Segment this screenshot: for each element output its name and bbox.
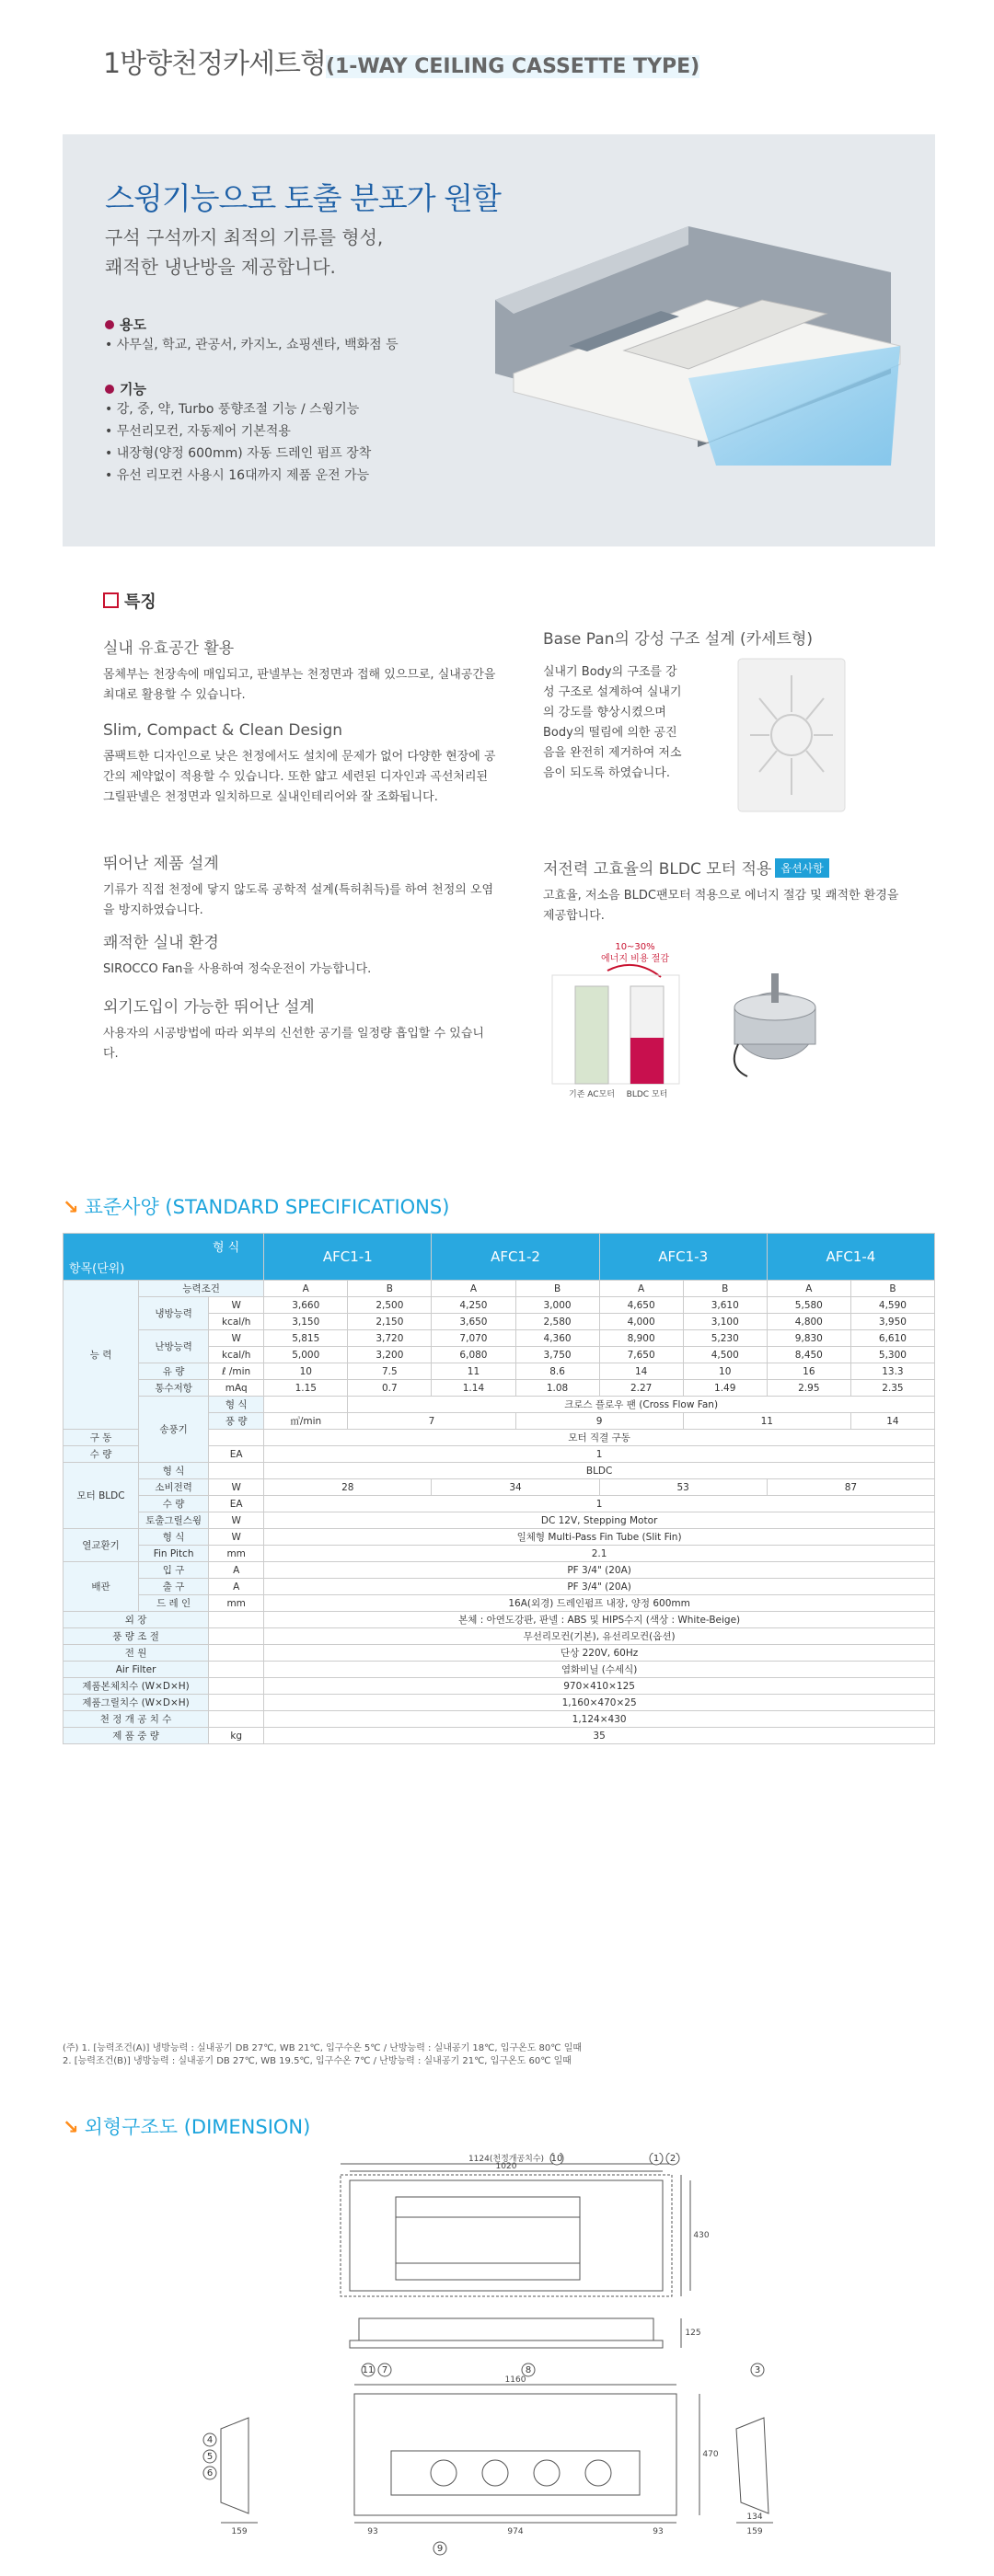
- table-cell: 형 식: [139, 1463, 209, 1479]
- callout-5: [203, 2450, 216, 2463]
- table-cell: kcal/h: [209, 1314, 264, 1330]
- bullet-dot-icon: [105, 385, 114, 394]
- table-cell: 7,070: [432, 1330, 515, 1347]
- svg-text:6: 6: [206, 2468, 214, 2478]
- function-section: [105, 379, 371, 487]
- table-cell: ℓ /min: [209, 1363, 264, 1380]
- table-cell: 6,610: [850, 1330, 934, 1347]
- table-cell: 제 품 중 량: [64, 1728, 209, 1744]
- svg-text:7: 7: [381, 2365, 388, 2375]
- table-cell: EA: [209, 1496, 264, 1512]
- table-cell: 염화비닐 (수세식): [264, 1662, 935, 1678]
- callout-10: [550, 2153, 563, 2165]
- saving-percent: 10~30%: [615, 942, 655, 952]
- spec-table: [63, 1233, 935, 1744]
- base-pan-image: [736, 657, 847, 813]
- note-line: 2. [능력조건(B)] 냉방능력 : 실내공기 DB 27℃, WB 19.5℃, 입구수온 7℃ / 난방능력 : 실내공기 21℃, 입구온도 60℃ 일때: [63, 2056, 572, 2066]
- table-cell: 1,124×430: [264, 1711, 935, 1728]
- table-cell: W: [209, 1297, 264, 1314]
- svg-text:3: 3: [754, 2365, 761, 2375]
- table-cell: 4,590: [850, 1297, 934, 1314]
- table-cell: DC 12V, Stepping Motor: [264, 1512, 935, 1529]
- table-cell: W: [209, 1512, 264, 1529]
- table-cell: 수 량: [64, 1446, 139, 1463]
- table-row: [64, 1595, 935, 1612]
- table-cell: A: [767, 1281, 850, 1297]
- features-left-column: [103, 635, 499, 1064]
- table-row: [64, 1645, 935, 1662]
- table-cell: [209, 1695, 264, 1711]
- table-row: [64, 1512, 935, 1529]
- table-cell: mm: [209, 1595, 264, 1612]
- table-cell: 0.7: [348, 1380, 432, 1397]
- callout-7: [378, 2363, 391, 2376]
- table-cell: 10: [683, 1363, 767, 1380]
- table-cell: B: [515, 1281, 599, 1297]
- saving-label: 에너지 비용 절감: [601, 954, 669, 964]
- table-cell: 3,200: [348, 1347, 432, 1363]
- feature-block: [103, 994, 499, 1064]
- svg-text:9: 9: [436, 2544, 444, 2554]
- callout-1: [650, 2153, 663, 2165]
- square-icon: [103, 592, 119, 608]
- table-cell: A: [432, 1281, 515, 1297]
- bar-label: 기존 AC모터: [569, 1090, 615, 1099]
- title-english: (1-WAY CEILING CASSETTE TYPE): [325, 55, 700, 78]
- table-cell: 14: [599, 1363, 683, 1380]
- table-cell: 5,300: [850, 1347, 934, 1363]
- table-cell: 1: [264, 1446, 935, 1463]
- table-cell: 2,150: [348, 1314, 432, 1330]
- feature-text: 콤팩트한 디자인으로 낮은 천정에서도 설치에 문제가 없어 다양한 현장에 공간의 제약없이 적용할 수 있습니다. 또한 얇고 세련된 디자인과 곡선처리된 그릴판넬은 천정면과 일치하므로 실내인테리어와 잘 조화됩니다.: [103, 750, 496, 804]
- spec-heading: ↘ 표준사양 (STANDARD SPECIFICATIONS): [63, 1196, 450, 1218]
- table-cell: 4,360: [515, 1330, 599, 1347]
- basepan-heading: Base Pan의 강성 구조 설계 (카세트형): [543, 630, 814, 649]
- table-row: [64, 1281, 935, 1297]
- table-row: [64, 1728, 935, 1744]
- bldc-comparison-graphic: [543, 929, 893, 1104]
- table-cell: mm: [209, 1546, 264, 1562]
- table-cell: 5,815: [264, 1330, 348, 1347]
- table-cell: 크로스 플로우 팬 (Cross Flow Fan): [348, 1397, 935, 1413]
- table-cell: EA: [209, 1446, 264, 1463]
- model-header: AFC1-4: [767, 1234, 934, 1281]
- table-cell: 일체형 Multi-Pass Fin Tube (Slit Fin): [264, 1529, 935, 1546]
- basepan-text: 실내기 Body의 구조를 강성 구조로 설계하여 실내기의 강도를 향상시켰으며 Body의 떨림에 의한 공진음을 완전히 제거하여 저소음이 되도록 하였습니다.: [543, 665, 682, 780]
- hero-panel: [63, 134, 935, 546]
- front-view-grille: [391, 2451, 640, 2495]
- table-cell: 10: [264, 1363, 348, 1380]
- model-header: AFC1-2: [432, 1234, 599, 1281]
- table-cell: kg: [209, 1728, 264, 1744]
- function-item: • 강, 중, 약, Turbo 풍향조절 기능 / 스윙기능: [105, 402, 360, 417]
- feature-heading: 실내 유효공간 활용: [103, 639, 235, 658]
- dim-label: 93: [653, 2527, 664, 2536]
- table-cell: kcal/h: [209, 1347, 264, 1363]
- table-cell: 6,080: [432, 1347, 515, 1363]
- function-item: • 유선 리모컨 사용시 16대까지 제품 운전 가능: [105, 468, 370, 483]
- table-cell: 35: [264, 1728, 935, 1744]
- table-cell: 유 량: [139, 1363, 209, 1380]
- table-cell: 34: [432, 1479, 599, 1496]
- table-row: [64, 1546, 935, 1562]
- table-cell: [209, 1662, 264, 1678]
- top-view-body: [396, 2197, 580, 2280]
- table-cell: 1.15: [264, 1380, 348, 1397]
- table-cell: 본체 : 아연도강판, 판넬 : ABS 및 HIPS수지 (색상 : White-Beige): [264, 1612, 935, 1628]
- dim-label: 125: [685, 2329, 701, 2338]
- table-cell: 1: [264, 1496, 935, 1512]
- table-cell: 배관: [64, 1562, 139, 1612]
- table-cell: 무선리모컨(기본), 유선리모컨(옵션): [264, 1628, 935, 1645]
- arrow-icon: ↘: [63, 1196, 79, 1218]
- table-cell: 2.95: [767, 1380, 850, 1397]
- feature-heading: 쾌적한 실내 환경: [103, 934, 219, 952]
- note-line: (주) 1. [능력조건(A)] 냉방능력 : 실내공기 DB 27℃, WB 21℃, 입구수온 5℃ / 난방능력 : 실내공기 18℃, 입구온도 80℃ 일때: [63, 2043, 583, 2053]
- table-cell: A: [209, 1562, 264, 1579]
- table-cell: 냉방능력: [139, 1297, 209, 1330]
- use-heading: 용도: [105, 315, 399, 334]
- dim-label: 159: [746, 2527, 763, 2536]
- bar-label: BLDC 모터: [626, 1090, 668, 1099]
- table-cell: [264, 1397, 348, 1413]
- table-cell: 형 식: [139, 1529, 209, 1546]
- dim-label: 1020: [495, 2162, 517, 2171]
- table-cell: 모터 직결 구동: [264, 1430, 935, 1446]
- table-cell: A: [209, 1579, 264, 1595]
- table-cell: 통수저항: [139, 1380, 209, 1397]
- table-cell: 16A(외경) 드레인펌프 내장, 양정 600mm: [264, 1595, 935, 1612]
- table-cell: 열교환기: [64, 1529, 139, 1562]
- feature-text: 사용자의 시공방법에 따라 외부의 신선한 공기를 일정량 흡입할 수 있습니다.: [103, 1027, 484, 1061]
- table-cell: 단상 220V, 60Hz: [264, 1645, 935, 1662]
- table-cell: 토출그릴스윙: [139, 1512, 209, 1529]
- table-cell: 5,580: [767, 1297, 850, 1314]
- table-cell: 능 력: [64, 1281, 139, 1430]
- table-cell: 입 구: [139, 1562, 209, 1579]
- table-cell: 천 정 개 공 치 수: [64, 1711, 209, 1728]
- table-cell: 11: [683, 1413, 850, 1430]
- table-cell: 4,800: [767, 1314, 850, 1330]
- table-cell: PF 3/4" (20A): [264, 1562, 935, 1579]
- function-heading: 기능: [105, 379, 371, 398]
- table-cell: 2.27: [599, 1380, 683, 1397]
- table-row: [64, 1330, 935, 1347]
- table-cell: 8,450: [767, 1347, 850, 1363]
- table-cell: [209, 1678, 264, 1695]
- svg-text:2: 2: [669, 2154, 676, 2164]
- hero-desc-line: 구석 구석까지 최적의 기류를 형성,: [105, 226, 384, 248]
- feature-text: SIROCCO Fan을 사용하여 정숙운전이 가능합니다.: [103, 962, 372, 976]
- table-cell: A: [599, 1281, 683, 1297]
- callout-2: [666, 2153, 679, 2165]
- table-cell: [209, 1711, 264, 1728]
- side-view-grille: [350, 2340, 663, 2348]
- table-cell: 3,100: [683, 1314, 767, 1330]
- table-row: [64, 1562, 935, 1579]
- table-cell: 87: [767, 1479, 934, 1496]
- bullet-dot-icon: [105, 320, 114, 329]
- table-cell: 제품그릴치수 (W×D×H): [64, 1695, 209, 1711]
- arrow-icon: ↘: [63, 2116, 79, 2138]
- table-cell: [209, 1463, 264, 1479]
- table-cell: 3,720: [348, 1330, 432, 1347]
- dimension-drawing: [202, 2153, 810, 2567]
- table-row: [64, 1662, 935, 1678]
- table-cell: 4,250: [432, 1297, 515, 1314]
- bldc-text: 고효율, 저소음 BLDC팬모터 적용으로 에너지 절감 및 쾌적한 환경을 제공합니다.: [543, 889, 899, 923]
- callout-9: [433, 2542, 446, 2555]
- table-row: [64, 1363, 935, 1380]
- table-cell: 7.5: [348, 1363, 432, 1380]
- model-header: AFC1-1: [264, 1234, 432, 1281]
- header-item-cell: 형 식 항목(단위): [64, 1234, 264, 1281]
- svg-text:4: 4: [206, 2435, 214, 2445]
- hero-description: [105, 223, 455, 282]
- svg-text:10: 10: [550, 2154, 563, 2164]
- svg-text:8: 8: [525, 2365, 532, 2375]
- page-title: [103, 40, 699, 81]
- table-cell: 2,580: [515, 1314, 599, 1330]
- table-cell: 5,000: [264, 1347, 348, 1363]
- dim-label: 1160: [504, 2375, 526, 2385]
- table-row: [64, 1711, 935, 1728]
- callout-6: [203, 2467, 216, 2479]
- table-header-row: [64, 1234, 935, 1281]
- table-cell: 송풍기: [139, 1397, 209, 1463]
- table-cell: 2.1: [264, 1546, 935, 1562]
- front-view-outline: [354, 2394, 676, 2515]
- callout-8: [522, 2363, 535, 2376]
- table-cell: PF 3/4" (20A): [264, 1579, 935, 1595]
- ceiling-opening: [341, 2175, 672, 2296]
- function-item: • 내장형(양정 600mm) 자동 드레인 펌프 장착: [105, 446, 372, 461]
- bar-bldc-motor: [630, 1038, 664, 1084]
- table-cell: 7: [348, 1413, 515, 1430]
- table-cell: ㎥/min: [264, 1413, 348, 1430]
- bldc-block: [543, 856, 911, 926]
- bldc-heading: 저전력 고효율의 BLDC 모터 적용 옵션사항: [543, 856, 911, 879]
- table-cell: 9,830: [767, 1330, 850, 1347]
- right-profile: [736, 2418, 769, 2513]
- table-row: [64, 1678, 935, 1695]
- table-cell: 전 원: [64, 1645, 209, 1662]
- use-section: [105, 315, 399, 356]
- table-cell: [209, 1628, 264, 1645]
- table-cell: 3,650: [432, 1314, 515, 1330]
- feature-heading: Slim, Compact & Clean Design: [103, 721, 343, 740]
- feature-block: [103, 929, 499, 984]
- table-cell: [209, 1645, 264, 1662]
- dim-label: 430: [693, 2231, 710, 2240]
- table-cell: 모터 BLDC: [64, 1463, 139, 1529]
- feature-text: 기류가 직접 천정에 닿지 않도록 공학적 설계(특허취득)를 하여 천정의 오염을 방지하였습니다.: [103, 883, 494, 917]
- table-cell: W: [209, 1479, 264, 1496]
- svg-text:11: 11: [362, 2365, 375, 2375]
- table-cell: BLDC: [264, 1463, 935, 1479]
- feature-heading: 뛰어난 제품 설계: [103, 855, 219, 873]
- callout-4: [203, 2433, 216, 2446]
- table-cell: 4,000: [599, 1314, 683, 1330]
- callout-3: [751, 2363, 764, 2376]
- cassette-unit-illustration: [458, 190, 919, 530]
- table-row: [64, 1380, 935, 1397]
- model-header: AFC1-3: [599, 1234, 767, 1281]
- svg-text:5: 5: [206, 2452, 214, 2462]
- table-cell: 풍 량 조 절: [64, 1628, 209, 1645]
- table-cell: 8.6: [515, 1363, 599, 1380]
- dim-label: 134: [746, 2513, 763, 2522]
- table-cell: W: [209, 1529, 264, 1546]
- table-cell: B: [348, 1281, 432, 1297]
- table-cell: 구 동: [64, 1430, 139, 1446]
- table-row: [64, 1496, 935, 1512]
- table-cell: 9: [515, 1413, 683, 1430]
- table-cell: 3,000: [515, 1297, 599, 1314]
- table-row: [64, 1479, 935, 1496]
- table-cell: 5,230: [683, 1330, 767, 1347]
- feature-text: 몸체부는 천장속에 매입되고, 판넬부는 천정면과 접해 있으므로, 실내공간을 최대로 활용할 수 있습니다.: [103, 668, 496, 702]
- table-cell: 16: [767, 1363, 850, 1380]
- hero-desc-line: 쾌적한 냉난방을 제공합니다.: [105, 256, 336, 278]
- dim-label: 470: [702, 2450, 719, 2459]
- table-row: [64, 1397, 935, 1413]
- table-row: [64, 1579, 935, 1595]
- table-cell: 1.49: [683, 1380, 767, 1397]
- table-cell: 3,150: [264, 1314, 348, 1330]
- table-cell: 28: [264, 1479, 432, 1496]
- table-cell: 제품본체치수 (W×D×H): [64, 1678, 209, 1695]
- table-cell: 풍 량: [209, 1413, 264, 1430]
- spec-notes: [63, 2042, 582, 2068]
- table-cell: 출 구: [139, 1579, 209, 1595]
- table-cell: 11: [432, 1363, 515, 1380]
- side-view-outline: [359, 2318, 653, 2340]
- table-cell: [209, 1612, 264, 1628]
- table-cell: B: [850, 1281, 934, 1297]
- features-heading: 특징: [103, 589, 156, 613]
- table-cell: 53: [599, 1479, 767, 1496]
- function-item: • 무선리모컨, 자동제어 기본적용: [105, 424, 291, 439]
- table-cell: B: [683, 1281, 767, 1297]
- left-profile: [221, 2418, 248, 2513]
- table-cell: 1.08: [515, 1380, 599, 1397]
- table-cell: 8,900: [599, 1330, 683, 1347]
- table-cell: [209, 1430, 264, 1446]
- svg-text:1: 1: [653, 2154, 660, 2164]
- table-cell: 드 레 인: [139, 1595, 209, 1612]
- table-cell: 형 식: [209, 1397, 264, 1413]
- dim-label: 93: [367, 2527, 378, 2536]
- callout-11: [362, 2363, 375, 2376]
- table-cell: 4,650: [599, 1297, 683, 1314]
- dim-label: 1124(천정개공치수): [468, 2155, 545, 2164]
- table-cell: W: [209, 1330, 264, 1347]
- table-cell: Air Filter: [64, 1662, 209, 1678]
- table-row: [64, 1297, 935, 1314]
- table-row: [64, 1628, 935, 1645]
- table-cell: 3,610: [683, 1297, 767, 1314]
- hero-headline: 스윙기능으로 토출 분포가 원할: [105, 180, 501, 216]
- table-cell: 3,660: [264, 1297, 348, 1314]
- table-cell: 외 장: [64, 1612, 209, 1628]
- table-cell: 970×410×125: [264, 1678, 935, 1695]
- table-cell: 2.35: [850, 1380, 934, 1397]
- option-badge: 옵션사항: [775, 858, 828, 878]
- feature-heading: 외기도입이 가능한 뛰어난 설계: [103, 998, 315, 1017]
- table-cell: 2,500: [348, 1297, 432, 1314]
- table-cell: 소비전력: [139, 1479, 209, 1496]
- use-item: • 사무실, 학교, 관공서, 카지노, 쇼핑센타, 백화점 등: [105, 338, 399, 352]
- table-cell: A: [264, 1281, 348, 1297]
- table-cell: 3,950: [850, 1314, 934, 1330]
- table-row: [64, 1695, 935, 1711]
- table-row: [64, 1612, 935, 1628]
- title-korean: 1방향천정카세트형: [103, 48, 326, 80]
- bldc-motor-image: [734, 973, 815, 1076]
- basepan-block: [543, 626, 874, 780]
- table-cell: 13.3: [850, 1363, 934, 1380]
- table-cell: 1,160×470×25: [264, 1695, 935, 1711]
- table-cell: 14: [850, 1413, 934, 1430]
- dimension-heading: ↘ 외형구조도 (DIMENSION): [63, 2116, 311, 2138]
- bar-ac-motor: [575, 986, 608, 1084]
- table-cell: 7,650: [599, 1347, 683, 1363]
- feature-block: [103, 850, 499, 924]
- table-cell: 난방능력: [139, 1330, 209, 1363]
- table-row: [64, 1529, 935, 1546]
- table-row: [64, 1463, 935, 1479]
- dim-label: 974: [507, 2527, 524, 2536]
- table-cell: 1.14: [432, 1380, 515, 1397]
- table-cell: mAq: [209, 1380, 264, 1397]
- feature-block: [103, 721, 499, 843]
- table-cell: Fin Pitch: [139, 1546, 209, 1562]
- table-cell: 3,750: [515, 1347, 599, 1363]
- feature-block: [103, 635, 499, 708]
- table-cell: 능력조건: [139, 1281, 264, 1297]
- dim-label: 159: [231, 2527, 248, 2536]
- table-cell: 4,500: [683, 1347, 767, 1363]
- table-cell: 수 량: [139, 1496, 209, 1512]
